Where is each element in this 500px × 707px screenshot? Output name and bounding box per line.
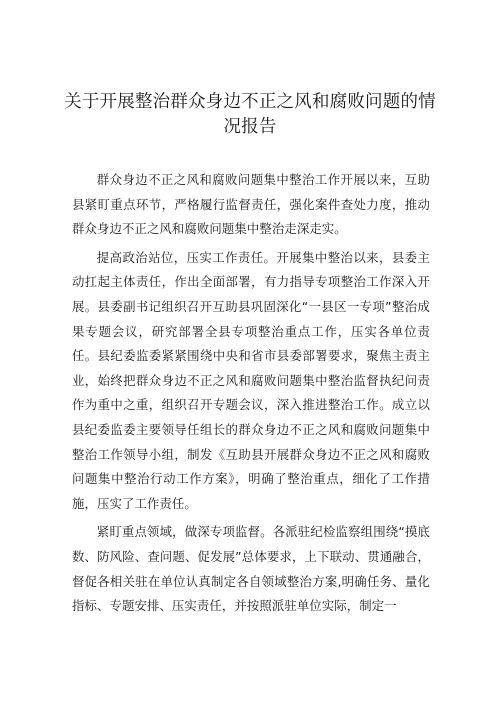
paragraph-3: 紧盯重点领域，做深专项监督。各派驻纪检监察组围绕“摸底数、防风险、查问题、促发展”总体要求，上下联动、贯通融合，督促各相关驻在单位认真制定各自领域整治方案,明确任务、量化指标、专题安排、压实责任，并按照派驻单位实际，制定一 [72,524,430,614]
paragraph-2: 提高政治站位，压实工作责任。开展集中整治以来，县委主动扛起主体责任，作出全面部署，有力指导专项整治工作深入开展。县委副书记组织召开互助县巩固深化“一县区一专项”整治成果专题会议，研究部署全县专项整治重点工作，压实各单位责任。县纪委监委紧紧围绕中央和省市县委部署要求，聚焦主责主业，始终把群众身边不正之风和腐败问题集中整治监督执纪问责作为重中之重，组织召开专题会议，深入推进整治工作。成立以县纪委监委主要领导任组长的群众身边不正之风和腐败问题集中整治工作领导小组，制发《互助县开展群众身边不正之风和腐败问题集中整治行动工作方案》，明确了整治重点，细化了工作措施，压实了工作责任。 [72,249,430,511]
document-body [72,168,430,623]
paragraph-1: 群众身边不正之风和腐败问题集中整治工作开展以来，互助县紧盯重点环节，严格履行监督责任，强化案件查处力度，推动群众身边不正之风和腐败问题集中整治走深走实。 [72,172,430,237]
document-title: 关于开展整治群众身边不正之风和腐败问题的情况报告 [64,92,436,137]
